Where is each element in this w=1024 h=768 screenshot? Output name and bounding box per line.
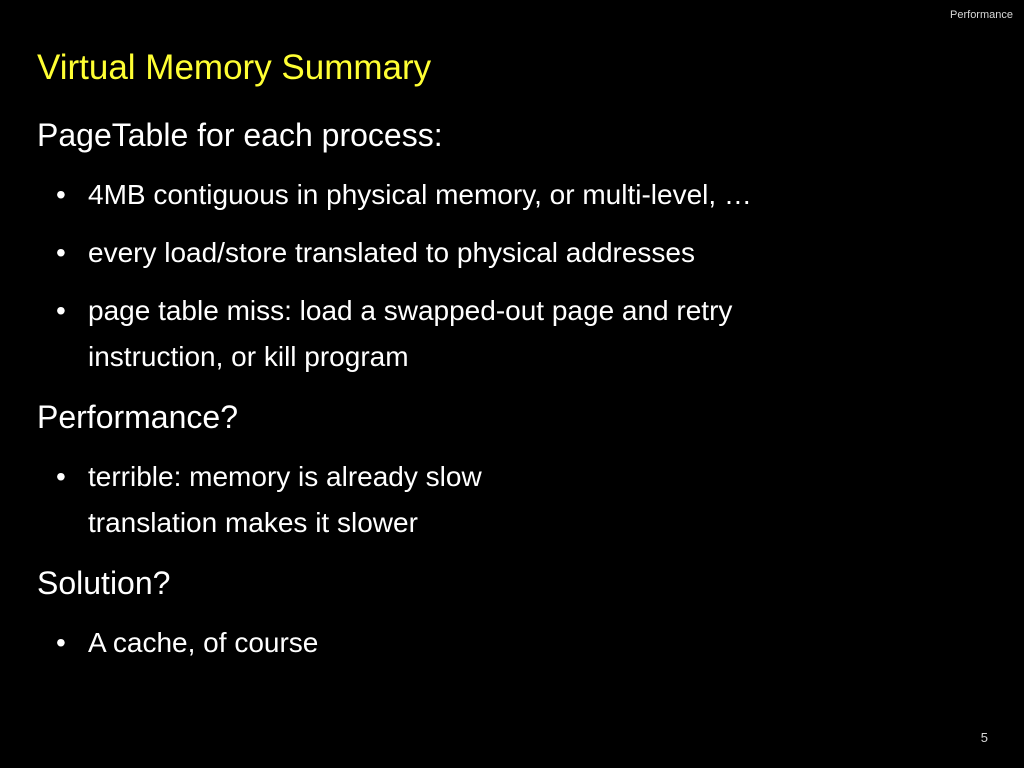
bullet-text: A cache, of course (88, 627, 319, 658)
bullet-item (37, 454, 987, 546)
bullet-icon: • (56, 627, 66, 658)
bullet-icon: • (56, 461, 66, 492)
slide-body (37, 110, 987, 666)
bullet-item (37, 230, 987, 276)
bullet-icon: • (56, 179, 66, 210)
section-label: Performance (950, 9, 1013, 21)
bullet-item (37, 620, 987, 666)
section-heading-performance: Performance? (37, 399, 238, 435)
bullet-text: page table miss: load a swapped-out page and retry (88, 295, 733, 326)
bullet-text-continued: translation makes it slower (88, 507, 418, 538)
bullet-text: terrible: memory is already slow (88, 461, 482, 492)
page-number: 5 (980, 730, 988, 745)
section-heading-pagetable: PageTable for each process: (37, 117, 443, 153)
bullet-item (37, 288, 987, 380)
section-heading-solution: Solution? (37, 565, 171, 601)
bullet-icon: • (56, 295, 66, 326)
bullet-item (37, 172, 987, 218)
bullet-text: every load/store translated to physical addresses (88, 237, 695, 268)
slide-title: Virtual Memory Summary (37, 48, 432, 87)
bullet-text-continued: instruction, or kill program (88, 341, 409, 372)
bullet-text: 4MB contiguous in physical memory, or multi-level, … (88, 179, 752, 210)
bullet-icon: • (56, 237, 66, 268)
